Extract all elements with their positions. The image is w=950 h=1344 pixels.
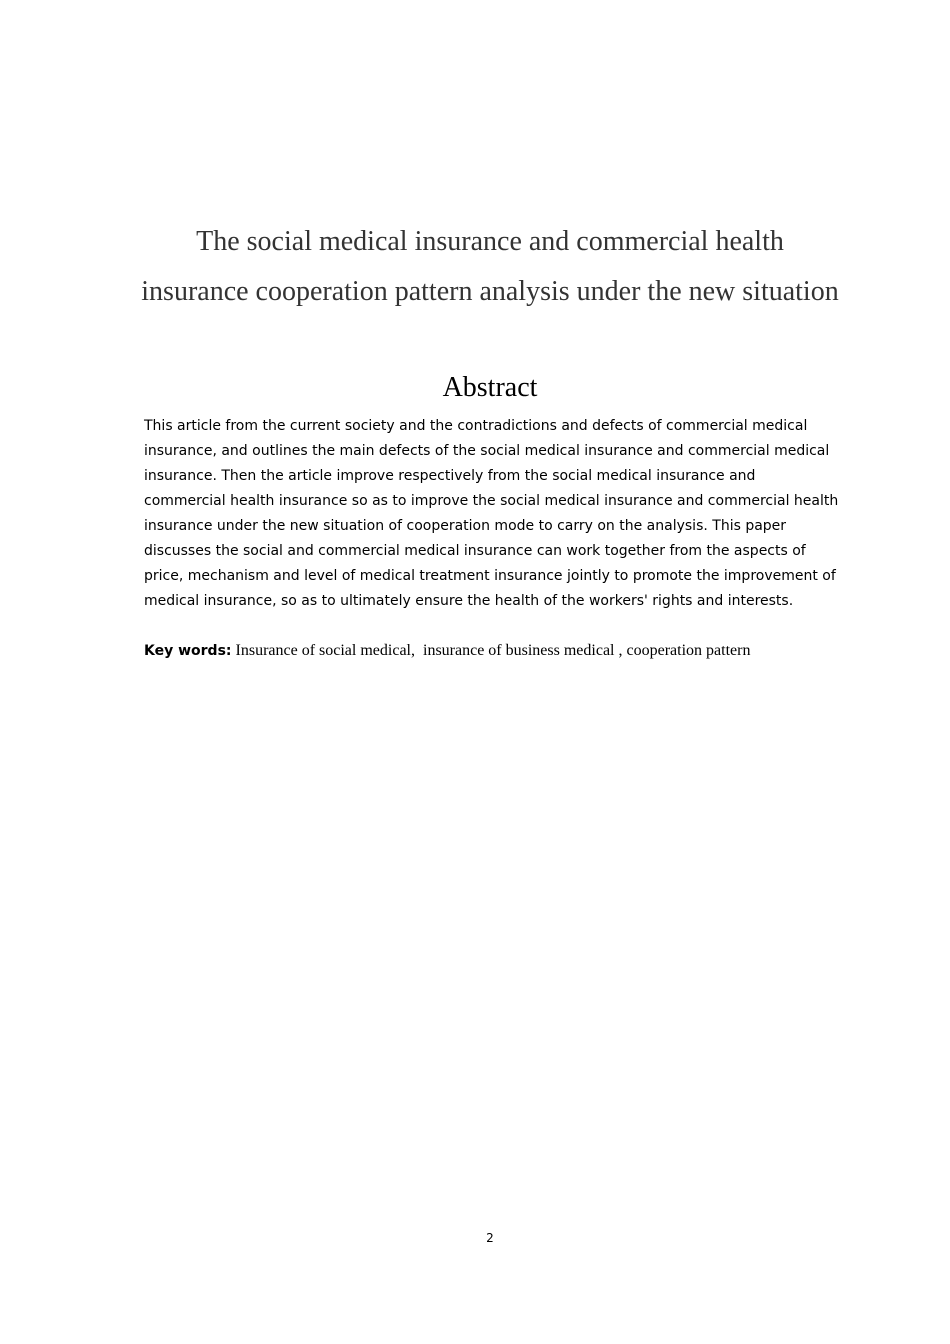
keywords-text: Insurance of social medical, insurance of business medical , cooperation pattern [231, 642, 751, 659]
keywords-label: Key words: [144, 643, 232, 659]
abstract-heading: Abstract [442, 372, 538, 403]
document-title: The social medical insurance and commercial health insurance cooperation pattern analysis under the new situation [141, 226, 839, 307]
keywords-line [144, 638, 840, 664]
page-number: 2 [486, 1231, 494, 1245]
abstract-body: This article from the current society and the contradictions and defects of commercial medical insurance, and outlines the main defects of the social medical insurance and commercial medical insurance. Then the article improve respectively from the social medical insurance and commercial health insurance so as to improve the social medical insurance and commercial health insurance under the new situation of cooperation mode to carry on the analysis. This paper discusses the social and commercial medical insurance can work together from the aspects of price, mechanism and level of medical treatment insurance jointly to promote the improvement of medical insurance, so as to ultimately ensure the health of the workers' rights and interests. [144, 418, 839, 609]
